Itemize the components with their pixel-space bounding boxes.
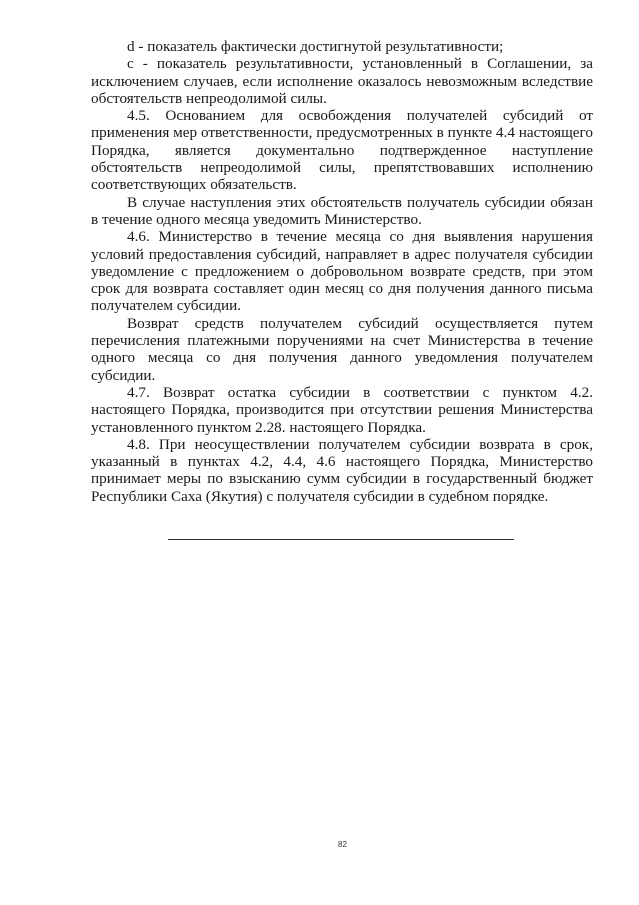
document-body bbox=[91, 38, 593, 505]
paragraph-4-7: 4.7. Возврат остатка субсидии в соответствии с пунктом 4.2. настоящего Порядка, производится при отсутствии решения Министерства установленного пунктом 2.28. настоящего Порядка. bbox=[91, 383, 593, 436]
page-number: 82 bbox=[338, 840, 347, 849]
paragraph-notification: В случае наступления этих обстоятельств получатель субсидии обязан в течение одного месяца уведомить Министерство. bbox=[91, 193, 593, 228]
end-divider bbox=[168, 539, 514, 540]
paragraph-4-6: 4.6. Министерство в течение месяца со дня выявления нарушения условий предоставления субсидий, направляет в адрес получателя субсидии уведомление с предложением о добровольном возврате средств, при этом срок для возврата составляет один месяц со дня получения данного письма получателем субсидии. bbox=[91, 228, 593, 315]
paragraph-indicator-c: c - показатель результативности, установленный в Соглашении, за исключением случаев, если исполнение оказалось невозможным вследствие обстоятельств непреодолимой силы. bbox=[91, 55, 593, 107]
paragraph-refund: Возврат средств получателем субсидий осуществляется путем перечисления платежными поручениями на счет Министерства в течение одного месяца со дня получения данного уведомления получателем субсидии. bbox=[91, 314, 593, 384]
paragraph-indicator-d: d - показатель фактически достигнутой результативности; bbox=[127, 38, 504, 55]
paragraph-4-5: 4.5. Основанием для освобождения получателей субсидий от применения мер ответственности, предусмотренных в пункте 4.4 настоящего Порядка, является документально подтвержденное наступление обстоятельств непреодолимой силы, препятствовавших исполнению соответствующих обязательств. bbox=[91, 107, 593, 194]
paragraph-4-8: 4.8. При неосуществлении получателем субсидии возврата в срок, указанный в пунктах 4.2, 4.4, 4.6 настоящего Порядка, Министерство принимает меры по взысканию сумм субсидии в государственный бюджет Республики Саха (Якутия) с получателя субсидии в судебном порядке. bbox=[91, 435, 593, 505]
